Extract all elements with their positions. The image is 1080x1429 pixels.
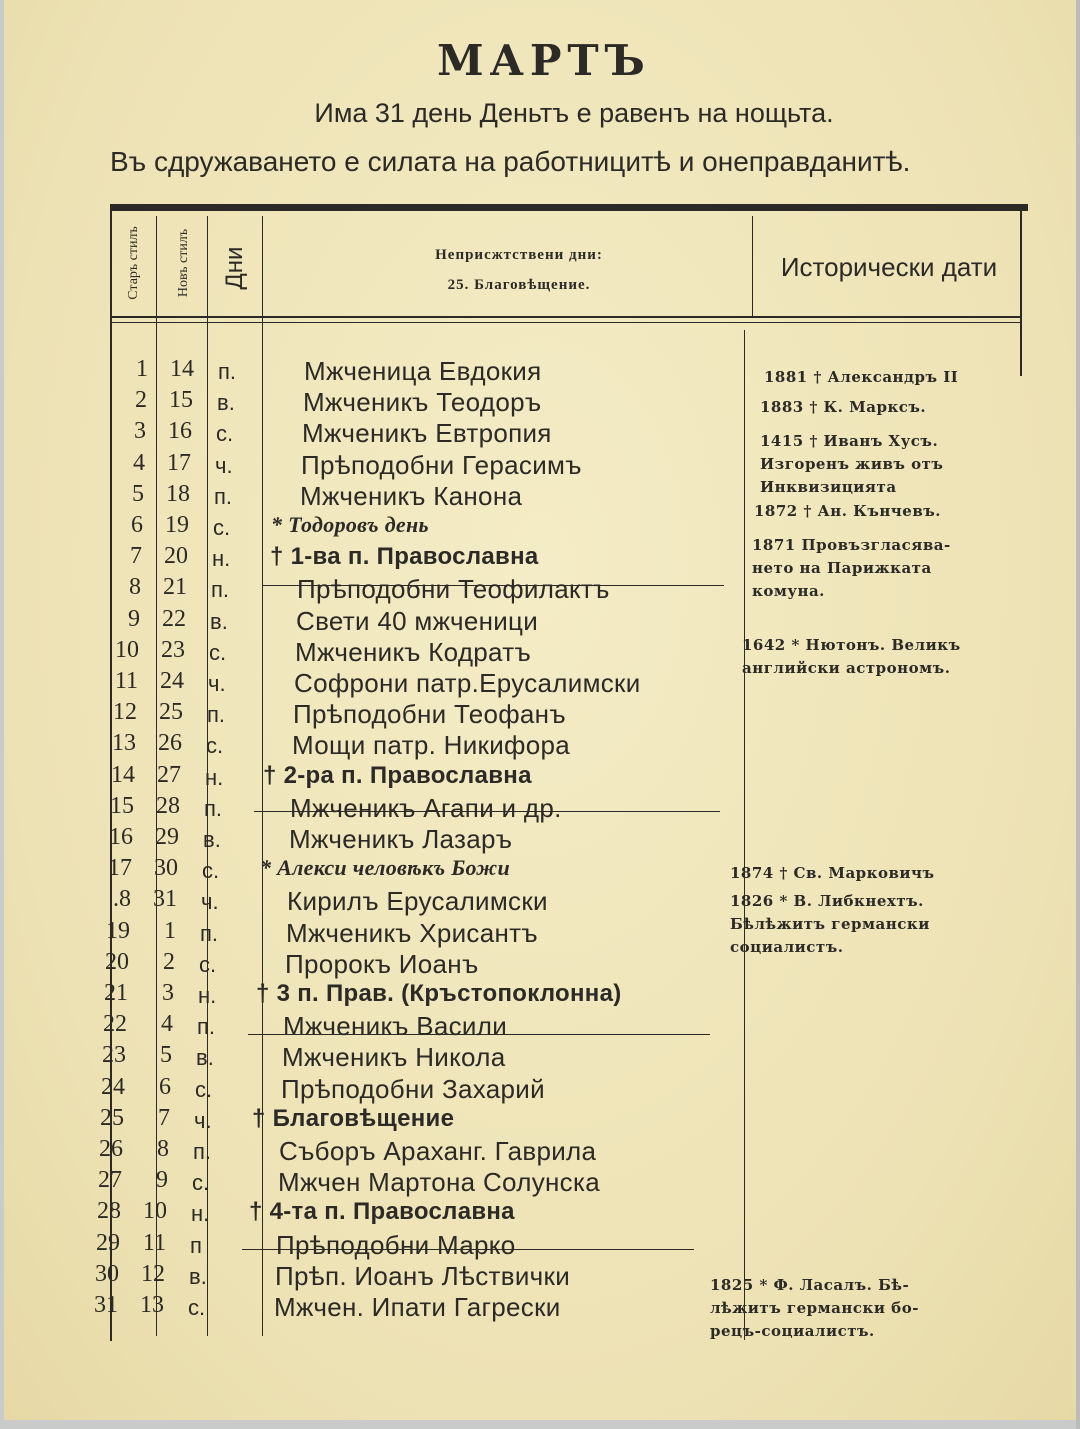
- old-style-date: 20: [105, 948, 129, 975]
- feast-name: Мжченикъ Лазаръ: [289, 824, 513, 854]
- new-style-date: 14: [170, 356, 194, 382]
- new-style-date: 25: [159, 699, 183, 726]
- historical-entry-line: Бѣлѣжитъ германски: [730, 915, 930, 933]
- header-bottom-rule-2: [110, 322, 1022, 323]
- header-new-style: Новъ стилъ: [176, 228, 191, 298]
- historical-entry-line: рецъ-социалистъ.: [710, 1322, 875, 1340]
- historical-entry-line: комуна.: [752, 582, 825, 600]
- new-style-date: 18: [166, 480, 190, 507]
- feast-name: † 4-та п. Православна: [249, 1198, 515, 1226]
- historical-entry-line: социалистъ.: [730, 938, 844, 956]
- weekday: в.: [203, 827, 221, 852]
- weekday: с.: [195, 1076, 213, 1102]
- weekday: п.: [211, 577, 230, 603]
- new-style-date: 23: [161, 636, 185, 663]
- new-style-date: 9: [156, 1167, 168, 1194]
- new-style-date: 21: [163, 574, 187, 601]
- old-style-date: 13: [112, 730, 136, 757]
- old-style-date: 2: [135, 387, 147, 414]
- old-style-date: 19: [106, 917, 130, 944]
- weekday: п.: [214, 483, 233, 509]
- old-style-date: 11: [114, 668, 138, 694]
- weekday: п.: [204, 795, 223, 821]
- old-style-date: .8: [113, 886, 131, 913]
- old-style-date: 22: [103, 1011, 127, 1038]
- feast-name: † 1-ва п. Православна: [270, 543, 539, 571]
- feast-name: Мжченикъ Теодоръ: [303, 387, 542, 418]
- new-style-date: 1: [164, 917, 176, 944]
- feast-name: Свети 40 мжченици: [296, 605, 539, 636]
- weekday: ч.: [194, 1107, 212, 1133]
- new-style-date: 3: [162, 980, 174, 1006]
- historical-entry: [742, 634, 961, 680]
- historical-entry-line: английски астрономъ.: [742, 659, 951, 677]
- feast-name: Мжченикъ Евтропия: [302, 418, 552, 449]
- feast-name: † Благовѣщение: [252, 1104, 455, 1132]
- old-style-date: 24: [101, 1073, 125, 1100]
- feast-name: Мжченикъ Васили: [283, 1011, 508, 1042]
- old-style-date: 30: [95, 1260, 119, 1287]
- old-style-date: 26: [99, 1136, 123, 1162]
- old-style-date: 9: [128, 605, 140, 632]
- historical-entry: [760, 396, 926, 419]
- new-style-date: 24: [160, 668, 184, 694]
- new-style-date: 16: [168, 418, 192, 445]
- historical-entry-line: 1871 Провъзгласява-: [752, 536, 951, 554]
- historical-entry-line: Инквизицията: [760, 478, 897, 496]
- old-style-date: 28: [97, 1198, 121, 1225]
- header-bottom-rule: [110, 316, 1022, 318]
- new-style-date: 26: [158, 730, 182, 757]
- old-style-date: 14: [111, 761, 135, 788]
- weekday: в.: [210, 608, 228, 634]
- weekday: н.: [198, 983, 217, 1008]
- weekday: с.: [199, 951, 217, 977]
- historical-entry-line: 1872 † Ан. Кънчевъ.: [754, 502, 941, 520]
- old-style-date: 25: [100, 1104, 124, 1131]
- feast-name: * Тодоровъ день: [271, 512, 429, 537]
- new-style-date: 2: [163, 948, 175, 975]
- historical-entry-line: Изгоренъ живъ отъ: [760, 455, 944, 473]
- calendar-page: [4, 0, 1076, 1420]
- header-feasts-line1: Неприсжтствени дни:: [435, 247, 603, 263]
- new-style-date: 27: [157, 761, 181, 788]
- old-style-date: 15: [110, 792, 134, 819]
- month-subtitle: Има 31 день Деньтъ е равенъ на нощьта.: [314, 98, 834, 128]
- weekday: н.: [205, 764, 224, 790]
- weekday: с.: [209, 639, 227, 665]
- new-style-date: 20: [164, 543, 188, 570]
- weekday: п.: [197, 1014, 216, 1040]
- weekday: с.: [192, 1170, 210, 1196]
- motto: Въ сдружаването е силата на работницитѣ и онеправданитѣ.: [110, 146, 911, 177]
- new-style-date: 5: [160, 1042, 172, 1069]
- new-style-date: 13: [140, 1292, 164, 1318]
- weekday: с.: [188, 1295, 206, 1320]
- old-style-date: 5: [132, 480, 144, 507]
- new-style-date: 19: [165, 512, 189, 538]
- new-style-date: 4: [161, 1011, 173, 1038]
- old-style-date: 8: [129, 574, 141, 601]
- old-style-date: 12: [113, 699, 137, 726]
- feast-name: Мжченикъ Кодратъ: [295, 636, 532, 667]
- historical-entry-line: нето на Парижката: [752, 559, 932, 577]
- feast-name: Прѣподобни Теофанъ: [293, 699, 566, 730]
- weekday: в.: [189, 1263, 207, 1289]
- historical-entry: [730, 890, 930, 959]
- weekday: в.: [217, 390, 235, 416]
- feast-name: Прѣподобни Марко: [276, 1229, 516, 1260]
- historical-entry-line: 1883 † К. Марксъ.: [760, 398, 927, 416]
- feast-name: Мжченикъ Канона: [300, 480, 523, 511]
- weekday: ч.: [215, 452, 233, 478]
- table-frame-right: [1020, 211, 1022, 376]
- header-historical: Исторически дати: [780, 252, 998, 282]
- weekday: п: [190, 1232, 202, 1258]
- new-style-date: 28: [156, 792, 180, 819]
- feast-name: Прѣподобни Герасимъ: [301, 449, 582, 480]
- old-style-date: 27: [98, 1167, 122, 1194]
- new-style-date: 10: [143, 1198, 167, 1225]
- feast-name: * Алекси человѣкъ Божи: [260, 855, 511, 881]
- new-style-date: 15: [169, 387, 193, 414]
- historical-entry-line: 1415 † Иванъ Хусъ.: [760, 432, 939, 450]
- feast-name: Мжченикъ Никола: [282, 1042, 506, 1073]
- header-feasts: [384, 240, 654, 300]
- old-style-date: 6: [131, 512, 143, 538]
- weekday: н.: [191, 1201, 210, 1227]
- new-style-date: 17: [167, 449, 191, 476]
- historical-entry-line: 1881 † Александръ II: [764, 368, 959, 386]
- feast-name: Съборъ Араханг. Гаврила: [279, 1136, 597, 1166]
- weekday: ч.: [201, 889, 219, 915]
- feast-name: Пророкъ Иоанъ: [285, 948, 479, 979]
- historical-entry: [710, 1274, 919, 1343]
- weekday: с.: [202, 858, 220, 884]
- new-style-date: 29: [155, 824, 179, 850]
- col-rule-hist: [744, 330, 745, 1340]
- feast-name: Мжчен Мартона Солунска: [278, 1167, 600, 1198]
- old-style-date: 3: [134, 418, 146, 445]
- weekday: п.: [218, 359, 237, 384]
- historical-entry: [764, 366, 958, 389]
- new-style-date: 31: [153, 886, 177, 913]
- old-style-date: 31: [94, 1292, 118, 1318]
- historical-entry-line: 1826 * В. Либкнехтъ.: [730, 892, 924, 910]
- historical-entry: [754, 500, 941, 523]
- feast-name: Мощи патр. Никифора: [292, 730, 571, 761]
- feast-name: Прѣподобни Захарий: [281, 1073, 545, 1104]
- feast-name: † 3 п. Прав. (Кръстопоклонна): [256, 980, 622, 1007]
- header-old-style: Старъ стилъ: [126, 226, 141, 300]
- feast-name: † 2-ра п. Православна: [263, 761, 532, 789]
- feast-name: Мжченица Евдокия: [304, 356, 542, 386]
- historical-entry: [760, 430, 943, 499]
- new-style-date: 7: [158, 1104, 170, 1131]
- historical-entry-line: лѣжитъ германски бо-: [710, 1299, 919, 1317]
- scan-edge: [1076, 0, 1080, 1429]
- feast-name: Софрони патр.Ерусалимски: [294, 668, 641, 698]
- weekday: с.: [213, 515, 231, 540]
- historical-entry: [730, 862, 935, 885]
- old-style-date: 7: [130, 543, 142, 570]
- historical-entry-line: 1642 * Нютонъ. Великъ: [742, 636, 961, 654]
- header-days: Дни: [221, 246, 248, 290]
- col-rule-4: [752, 216, 753, 316]
- old-style-date: 16: [109, 824, 133, 850]
- feast-name: Мжченикъ Агапи и др.: [290, 792, 562, 823]
- weekday: с.: [216, 421, 234, 447]
- new-style-date: 11: [142, 1229, 166, 1256]
- historical-entry-line: 1874 † Св. Марковичъ: [730, 864, 935, 882]
- feast-name: Прѣп. Иоанъ Лѣствички: [275, 1260, 571, 1291]
- old-style-date: 4: [133, 449, 145, 476]
- new-style-date: 30: [154, 855, 178, 882]
- historical-entry: [752, 534, 951, 603]
- old-style-date: 1: [136, 356, 148, 382]
- new-style-date: 6: [159, 1073, 171, 1100]
- old-style-date: 29: [96, 1229, 120, 1256]
- new-style-date: 22: [162, 605, 186, 632]
- weekday: ч.: [208, 671, 226, 696]
- old-style-date: 17: [108, 855, 132, 882]
- weekday: с.: [206, 733, 224, 759]
- feast-name: Мжченикъ Хрисантъ: [286, 917, 538, 948]
- weekday: п.: [200, 920, 219, 946]
- page-title: МАРТЪ: [437, 36, 651, 85]
- old-style-date: 23: [102, 1042, 126, 1069]
- weekday: н.: [212, 546, 231, 572]
- new-style-date: 12: [141, 1260, 165, 1287]
- old-style-date: 21: [104, 980, 128, 1006]
- feast-name: Мжчен. Ипати Гагрески: [274, 1292, 561, 1322]
- weekday: п.: [207, 702, 226, 728]
- weekday: в.: [196, 1045, 214, 1071]
- new-style-date: 8: [157, 1136, 169, 1162]
- historical-entry-line: 1825 * Ф. Ласалъ. Бѣ-: [710, 1276, 910, 1294]
- old-style-date: 10: [115, 636, 139, 663]
- weekday: п.: [193, 1139, 212, 1164]
- feast-name: Кирилъ Ерусалимски: [287, 886, 548, 917]
- header-feasts-line2: 25. Благовѣщение.: [447, 277, 591, 293]
- top-rule: [110, 204, 1028, 211]
- feast-name: Прѣподобни Теофилактъ: [297, 574, 610, 605]
